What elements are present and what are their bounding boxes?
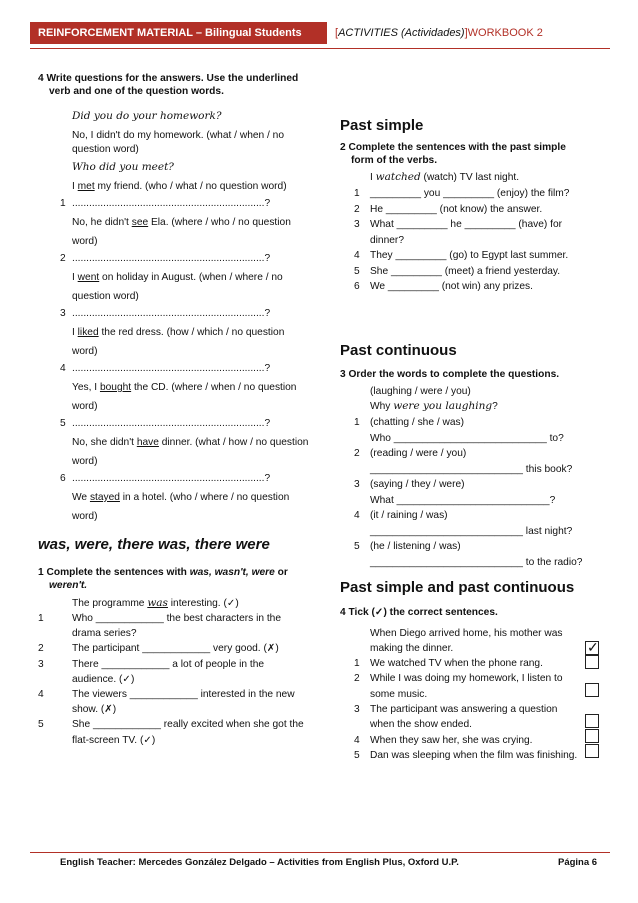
ex4-item-answer: I liked the red dress. (how / which / no question xyxy=(72,327,285,338)
ex3-example-answer: Why were you laughing? xyxy=(370,400,498,412)
ex3-line-number: 1 xyxy=(354,417,360,428)
ex4-item-number: 5 xyxy=(60,418,66,429)
ex1-line-text: The viewers ____________ interested in the new xyxy=(72,689,295,700)
header-activities: [ACTIVITIES (Actividades)]WORKBOOK 2 xyxy=(335,27,543,39)
ex4-item-number: 4 xyxy=(60,363,66,374)
ex1-line-text: There ____________ a lot of people in the xyxy=(72,658,265,670)
ex1-title-line2: weren't. xyxy=(49,580,88,591)
ex2-line-text: _________ you _________ (enjoy) the film? xyxy=(370,188,570,199)
ex4-item-number: 3 xyxy=(60,308,66,319)
ex1-line-number: 1 xyxy=(38,613,44,624)
ex2-line-number: 1 xyxy=(354,188,360,199)
ex3-line-text: ___________________________ this book? xyxy=(370,463,573,475)
ex4-example-question-1: Did you do your homework? xyxy=(72,110,222,122)
ex1-line-text: flat-screen TV. (✓) xyxy=(72,734,156,746)
ex2-line-number: 5 xyxy=(354,265,360,277)
header-title: REINFORCEMENT MATERIAL – Bilingual Students xyxy=(30,22,327,44)
ex2-line-number: 3 xyxy=(354,219,360,230)
ex4b-line-number: 2 xyxy=(354,673,360,685)
ex4-item-blank: ....................................................................? xyxy=(72,363,271,374)
ex4b-example-line1: When Diego arrived home, his mother was xyxy=(370,628,563,639)
ex4-item-answer: Yes, I bought the CD. (where / when / no question xyxy=(72,382,297,393)
ex1-line-number: 3 xyxy=(38,658,44,670)
ex1-line-text: show. (✗) xyxy=(72,704,117,716)
ex1-line-text: audience. (✓) xyxy=(72,673,135,685)
ex1-line-text: She ____________ really excited when she got the xyxy=(72,719,304,731)
ex4-item-answer: No, he didn't see Ela. (where / who / no question xyxy=(72,217,291,228)
ex3-line-text: (saying / they / were) xyxy=(370,479,465,490)
ex4-example-question-2: Who did you meet? xyxy=(72,161,174,173)
ex3-line-text: (reading / were / you) xyxy=(370,448,467,459)
ex1-title-line1: 1 Complete the sentences with was, wasn't, were or xyxy=(38,567,288,578)
page-header xyxy=(30,22,610,44)
ex4b-line-text: We watched TV when the phone rang. xyxy=(370,658,543,669)
ex2-line-text: What _________ he _________ (have) for xyxy=(370,219,563,230)
ex2-title-line1: 2 Complete the sentences with the past simple xyxy=(340,142,566,153)
ex4b-line-number: 5 xyxy=(354,749,360,761)
section-past-simple: Past simple xyxy=(340,117,424,134)
ex4-example-answer-2: I met my friend. (who / what / no question word) xyxy=(72,181,287,192)
ex3-line-number: 5 xyxy=(354,541,360,552)
ex4-item-answer: No, she didn't have dinner. (what / how / no question xyxy=(72,437,309,448)
ex4b-line-text: Dan was sleeping when the film was finishing. xyxy=(370,749,578,761)
footer-page-number: Página 6 xyxy=(558,857,598,868)
tick-box-2[interactable] xyxy=(585,683,599,697)
ex3-line-number: 3 xyxy=(354,479,360,490)
ex2-line-text: We _________ (not win) any prizes. xyxy=(370,281,533,292)
ex4b-line-text: While I was doing my homework, I listen to xyxy=(370,673,563,685)
ex4-item-answer: We stayed in a hotel. (who / where / no question xyxy=(72,492,290,503)
ex4-item-answer: I went on holiday in August. (when / where / no xyxy=(72,272,283,283)
ex4-item-blank: ....................................................................? xyxy=(72,198,271,209)
ex1-line-number: 2 xyxy=(38,643,44,655)
ex2-title-line2: form of the verbs. xyxy=(351,155,438,166)
ex4-item-number: 6 xyxy=(60,473,66,484)
ex3-line-text: What ___________________________? xyxy=(370,494,556,506)
header-rule xyxy=(30,48,610,49)
section-ps-pc: Past simple and past continuous xyxy=(340,579,575,596)
tick-box-3[interactable] xyxy=(585,714,599,728)
ex4-item-answer-cont: word) xyxy=(72,236,98,247)
tick-box-5[interactable] xyxy=(585,744,599,758)
ex3-line-number: 2 xyxy=(354,448,360,459)
ex1-line-number: 4 xyxy=(38,689,44,700)
tick-box-4[interactable] xyxy=(585,729,599,743)
section-past-continuous: Past continuous xyxy=(340,342,457,359)
ex4-item-number: 1 xyxy=(60,198,66,209)
section-was-were: was, were, there was, there were xyxy=(38,536,270,553)
ex2-line-text: They _________ (go) to Egypt last summer. xyxy=(370,250,569,261)
ex4-item-number: 2 xyxy=(60,253,66,264)
tick-box-1[interactable] xyxy=(585,655,599,669)
ex3-line-text: Who ___________________________ to? xyxy=(370,432,564,444)
ex4-title-line2: verb and one of the question words. xyxy=(49,86,224,97)
ex3-line-text: (chatting / she / was) xyxy=(370,417,464,428)
ex3-example-words: (laughing / were / you) xyxy=(370,386,471,397)
ex4b-line-text: When they saw her, she was crying. xyxy=(370,734,533,746)
ex4b-line-text: The participant was answering a question xyxy=(370,703,558,715)
ex2-example: I watched (watch) TV last night. xyxy=(370,171,520,183)
ex2-line-text: dinner? xyxy=(370,234,404,246)
ex4-item-blank: ....................................................................? xyxy=(72,473,271,484)
ex4b-line-number: 4 xyxy=(354,734,360,746)
ex3-line-text: (it / raining / was) xyxy=(370,510,448,521)
ex4-item-blank: ....................................................................? xyxy=(72,308,271,319)
ex4-example-answer-1: No, I didn't do my homework. (what / when / no xyxy=(72,130,285,141)
ex4-title-line1: 4 Write questions for the answers. Use the underlined xyxy=(38,73,299,84)
ex4-item-answer-cont: word) xyxy=(72,401,98,412)
ex1-line-text: drama series? xyxy=(72,628,137,640)
ex3-title: 3 Order the words to complete the questions. xyxy=(340,369,560,380)
ex3-line-text: ___________________________ last night? xyxy=(370,525,573,537)
ex1-example: The programme was interesting. (✓) xyxy=(72,597,239,609)
ex2-line-number: 2 xyxy=(354,203,360,215)
ex2-line-number: 6 xyxy=(354,281,360,292)
ex4b-title: 4 Tick (✓) the correct sentences. xyxy=(340,607,498,618)
ex2-line-number: 4 xyxy=(354,250,360,261)
footer-credit: English Teacher: Mercedes González Delgado – Activities from English Plus, Oxford U.P. xyxy=(60,857,459,868)
ex4b-example-line2: making the dinner. xyxy=(370,643,454,654)
ex2-line-text: She _________ (meet) a friend yesterday. xyxy=(370,265,561,277)
ex4b-line-text: when the show ended. xyxy=(370,719,472,731)
ex3-line-text: (he / listening / was) xyxy=(370,541,461,552)
ex4-item-blank: ....................................................................? xyxy=(72,418,271,429)
ex1-line-text: The participant ____________ very good. (✗) xyxy=(72,643,279,655)
ex4b-line-number: 3 xyxy=(354,703,360,715)
ex2-line-text: He _________ (not know) the answer. xyxy=(370,203,543,215)
ex3-line-text: ___________________________ to the radio? xyxy=(370,556,583,568)
footer-rule xyxy=(30,852,610,853)
ex4b-line-number: 1 xyxy=(354,658,360,669)
ex1-line-text: Who ____________ the best characters in the xyxy=(72,613,281,624)
ex4-item-blank: ....................................................................? xyxy=(72,253,271,264)
ex4-item-answer-cont: word) xyxy=(72,346,98,357)
ex4-item-answer-cont: word) xyxy=(72,511,98,522)
ex3-line-number: 4 xyxy=(354,510,360,521)
ex4-item-answer-cont: question word) xyxy=(72,291,139,302)
ex4-item-answer-cont: word) xyxy=(72,456,98,467)
ex4b-line-text: some music. xyxy=(370,688,428,700)
tick-icon: ✓ xyxy=(587,639,599,655)
ex1-line-number: 5 xyxy=(38,719,44,731)
ex4-example-answer-1b: question word) xyxy=(72,144,139,155)
example-tick-box xyxy=(585,641,599,655)
